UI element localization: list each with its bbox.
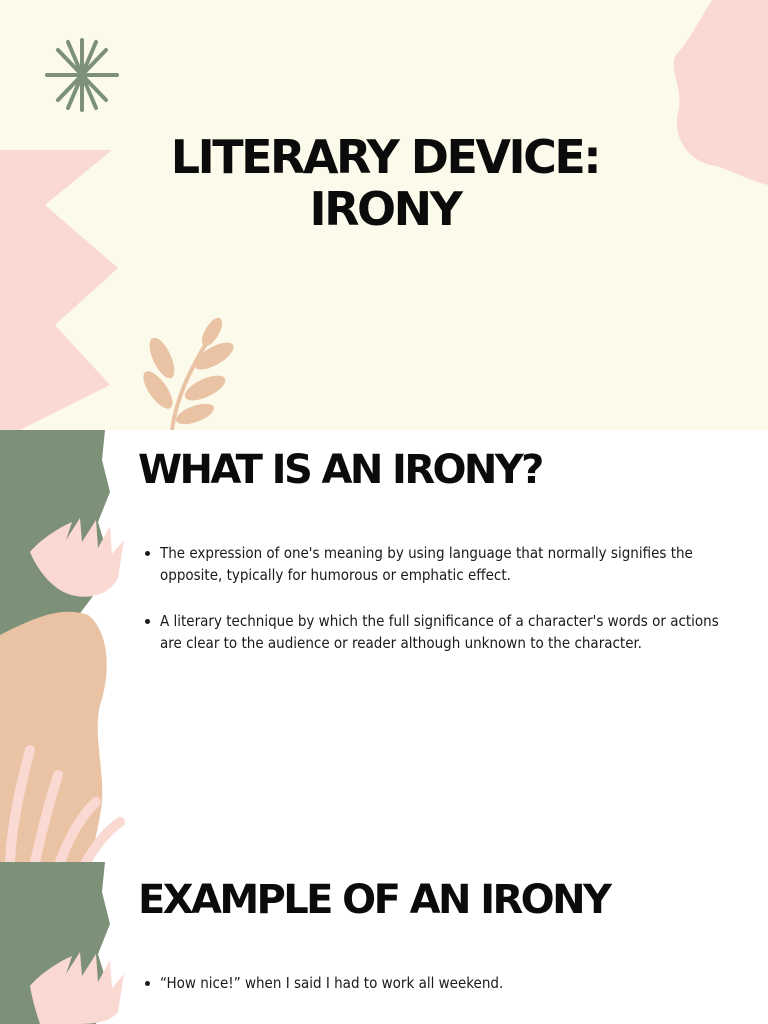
title-line-2: IRONY: [309, 181, 461, 236]
example-slide-decoration: [0, 862, 140, 1024]
asterisk-star-icon: [47, 40, 117, 110]
title-slide: [0, 0, 768, 430]
pink-zigzag-shape: [0, 150, 118, 430]
list-item: A literary technique by which the full significance of a character's words or actions are clear to the audience or reader although unknown to the character.: [140, 610, 730, 654]
section-heading: WHAT IS AN IRONY?: [138, 447, 542, 493]
list-item: “How nice!” when I said I had to work all weekend.: [140, 972, 730, 994]
slide-title: [110, 131, 660, 235]
definition-slide: [0, 430, 768, 862]
list-item: The expression of one's meaning by using language that normally signifies the opposite, typically for humorous or emphatic effect.: [140, 542, 730, 586]
example-slide: [0, 862, 768, 1024]
definition-slide-decoration: [0, 430, 140, 862]
title-line-1: LITERARY DEVICE:: [170, 129, 600, 184]
section-heading: EXAMPLE OF AN IRONY: [138, 877, 610, 923]
example-list: [140, 972, 730, 1018]
definition-list: [140, 542, 730, 678]
pink-blob-shape: [674, 0, 768, 185]
leaf-branch-icon: [138, 315, 238, 430]
